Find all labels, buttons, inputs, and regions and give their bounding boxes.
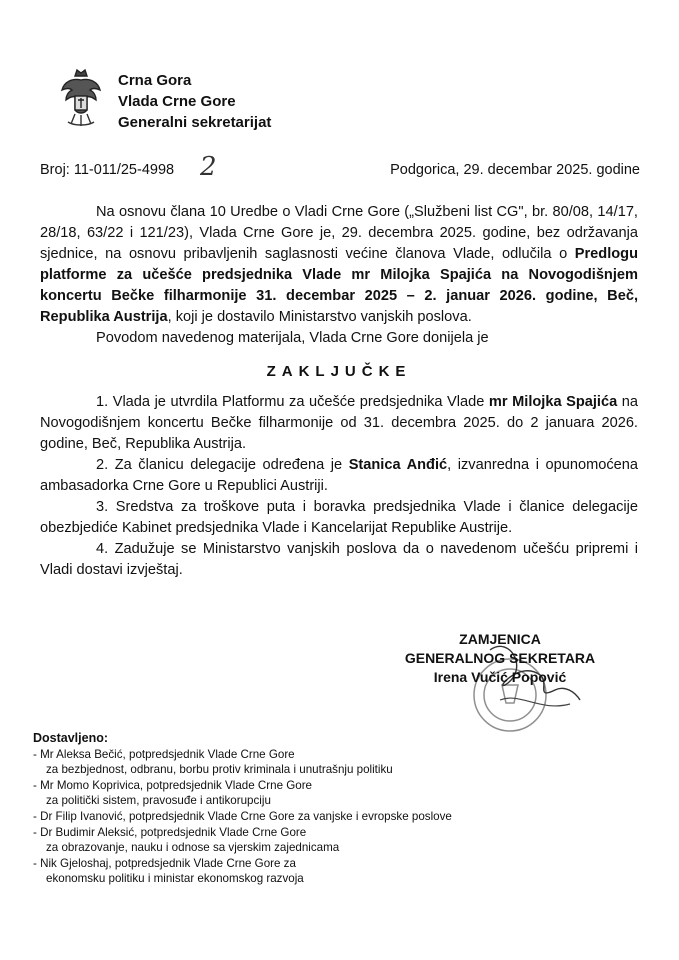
conclusion-bold: mr Milojka Spajića [488, 394, 618, 410]
signatory-role-line2: GENERALNOG SEKRETARA [404, 650, 596, 666]
recipient-line: - Dr Filip Ivanović, potpredsjednik Vlade Crne Gore za vanjske i evropske poslove [33, 809, 452, 823]
country-name: Crna Gora [118, 72, 192, 89]
coat-of-arms-icon [58, 66, 104, 130]
recipient-subline: za bezbjednost, odbranu, borbu protiv kriminala i unutrašnju politiku [46, 763, 393, 777]
signatory-role-line1: ZAMJENICA [459, 631, 541, 647]
recipients-title: Dostavljeno: [33, 731, 109, 745]
issuer-block [118, 70, 271, 133]
conclusion-text: na Novogodišnjem koncertu Bečke filharmonije od 31. decembra 2025. do 2 januara 2026. godine, Beč, Republika Austrija. [40, 394, 639, 452]
conclusion-item: 3. Sredstva za troškove puta i boravka predsjednika Vlade i članice delegacije obezbjediće Kabinet predsjednika Vlade i Kancelarijat Republike Austrije. [40, 499, 638, 536]
intro-text: Na osnovu člana 10 Uredbe o Vladi Crne Gore („Službeni list CG", br. 80/08, 14/17, 28/18, 63/22 i 121/23), Vlada Crne Gore je, 29. decembra 2025. godine, bez održavanja sjednice, na osnovu pribavljenih saglasnosti većine članova Vlade, odlučila o [40, 204, 638, 262]
recipient-subline: za obrazovanje, nauku i odnose sa vjerskim zajednicama [46, 841, 340, 855]
intro-bold-subject: Predlogu platforme za učešće predsjednika Vlade mr Milojka Spajića na Novogodišnjem koncertu Bečke filharmonije 31. decembar 2025 – 2. januar 2026. godine, Beč, Republika Austrija [40, 246, 638, 325]
recipient-line: - Mr Momo Koprivica, potpredsjednik Vlade Crne Gore [33, 778, 313, 792]
office-name: Generalni sekretarijat [118, 114, 272, 131]
recipient-line: - Dr Budimir Aleksić, potpredsjednik Vlade Crne Gore [33, 825, 307, 839]
recipient-subline: za politički sistem, pravosuđe i antikorupciju [46, 794, 271, 808]
signatory-name: Irena Vučić Popović [433, 669, 567, 685]
conclusions-heading: ZAKLJUČKE [266, 363, 412, 380]
signature-block [360, 630, 640, 687]
document-body [40, 202, 638, 581]
recipients-list [33, 731, 593, 887]
intro-paragraph [40, 202, 638, 328]
conclusion-item: 4. Zadužuje se Ministarstvo vanjskih poslova da o navedenom učešću pripremi i Vladi dostavi izvještaj. [40, 541, 638, 578]
recipient-line: - Nik Gjeloshaj, potpredsjednik Vlade Crne Gore za [33, 856, 296, 870]
conclusion-text: 2. Za članicu delegacije određena je [96, 457, 349, 473]
conclusion-item [40, 392, 638, 455]
conclusion-text: , izvanredna i opunomoćena ambasadorka Crne Gore u Republici Austriji. [40, 457, 638, 494]
handwritten-mark: 2 [200, 152, 217, 182]
conclusion-item [40, 455, 638, 497]
conclusion-text: 1. Vlada je utvrdila Platformu za učešće predsjednika Vlade [96, 394, 489, 410]
conclusion-bold: Stanica Anđić [348, 457, 448, 473]
government-name: Vlada Crne Gore [118, 93, 236, 110]
recipient-subline: ekonomsku politiku i ministar ekonomskog razvoja [46, 872, 304, 886]
recipient-line: - Mr Aleksa Bečić, potpredsjednik Vlade Crne Gore [33, 747, 295, 761]
document-number: Broj: 11-011/25-4998 [40, 162, 175, 178]
intro-text-end: , koji je dostavilo Ministarstvo vanjskih poslova. [167, 309, 472, 325]
place-date: Podgorica, 29. decembar 2025. godine [390, 162, 640, 178]
second-paragraph: Povodom navedenog materijala, Vlada Crne Gore donijela je [96, 330, 489, 346]
